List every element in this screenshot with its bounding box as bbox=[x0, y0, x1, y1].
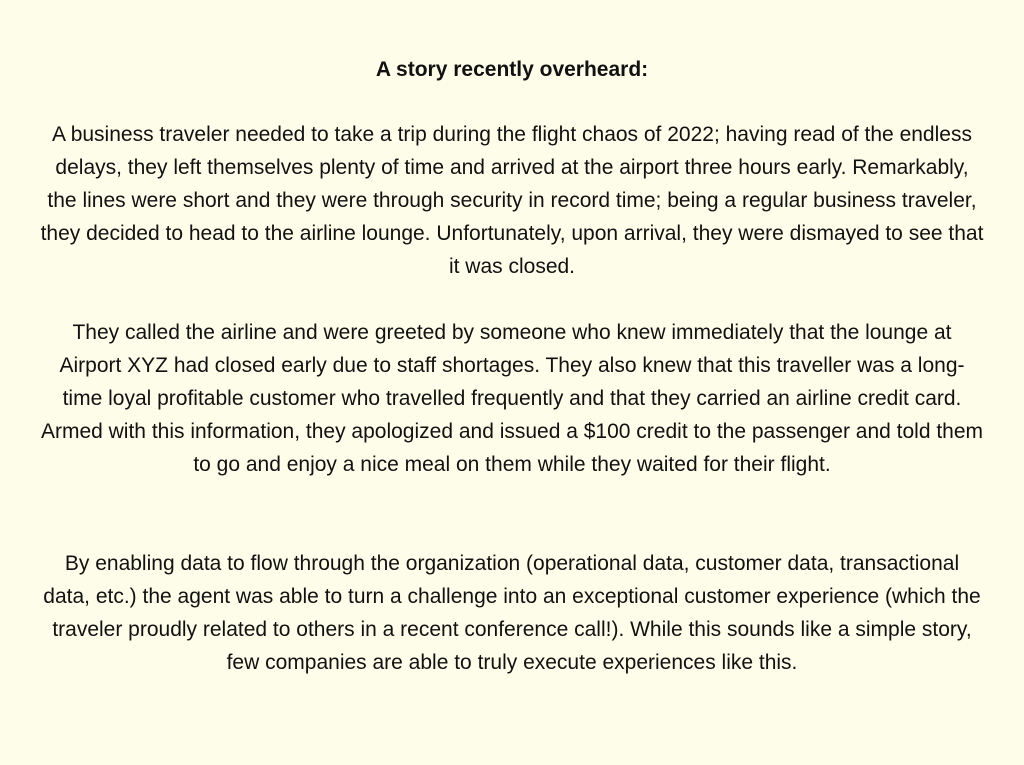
paragraph-airline-call: They called the airline and were greeted by someone who knew immediately that the lounge at Airport XYZ had closed early due to staff shortages. They also knew that this traveller was a long-time loyal profitable customer who travelled frequently and that they carried an airline credit card. Armed with this information, they apologized and issued a $100 credit to the passenger and told them to go and enjoy a nice meal on them while they waited for their flight. bbox=[40, 321, 984, 476]
document-title: A story recently overheard: bbox=[375, 58, 649, 81]
paragraph-business-traveler: A business traveler needed to take a trip during the flight chaos of 2022; having read of the endless delays, they left themselves plenty of time and arrived at the airport three hours early. Remarkably, the lines were short and they were through security in record time; being a regular business traveler, they decided to head to the airline lounge. Unfortunately, upon arrival, they were dismayed to see that it was closed. bbox=[40, 123, 984, 278]
paragraph-data-flow: By enabling data to flow through the organization (operational data, customer data, transactional data, etc.) the agent was able to turn a challenge into an exceptional customer experience (which the traveler proudly related to others in a recent conference call!). While this sounds like a simple story, few companies are able to truly execute experiences like this. bbox=[43, 552, 981, 674]
